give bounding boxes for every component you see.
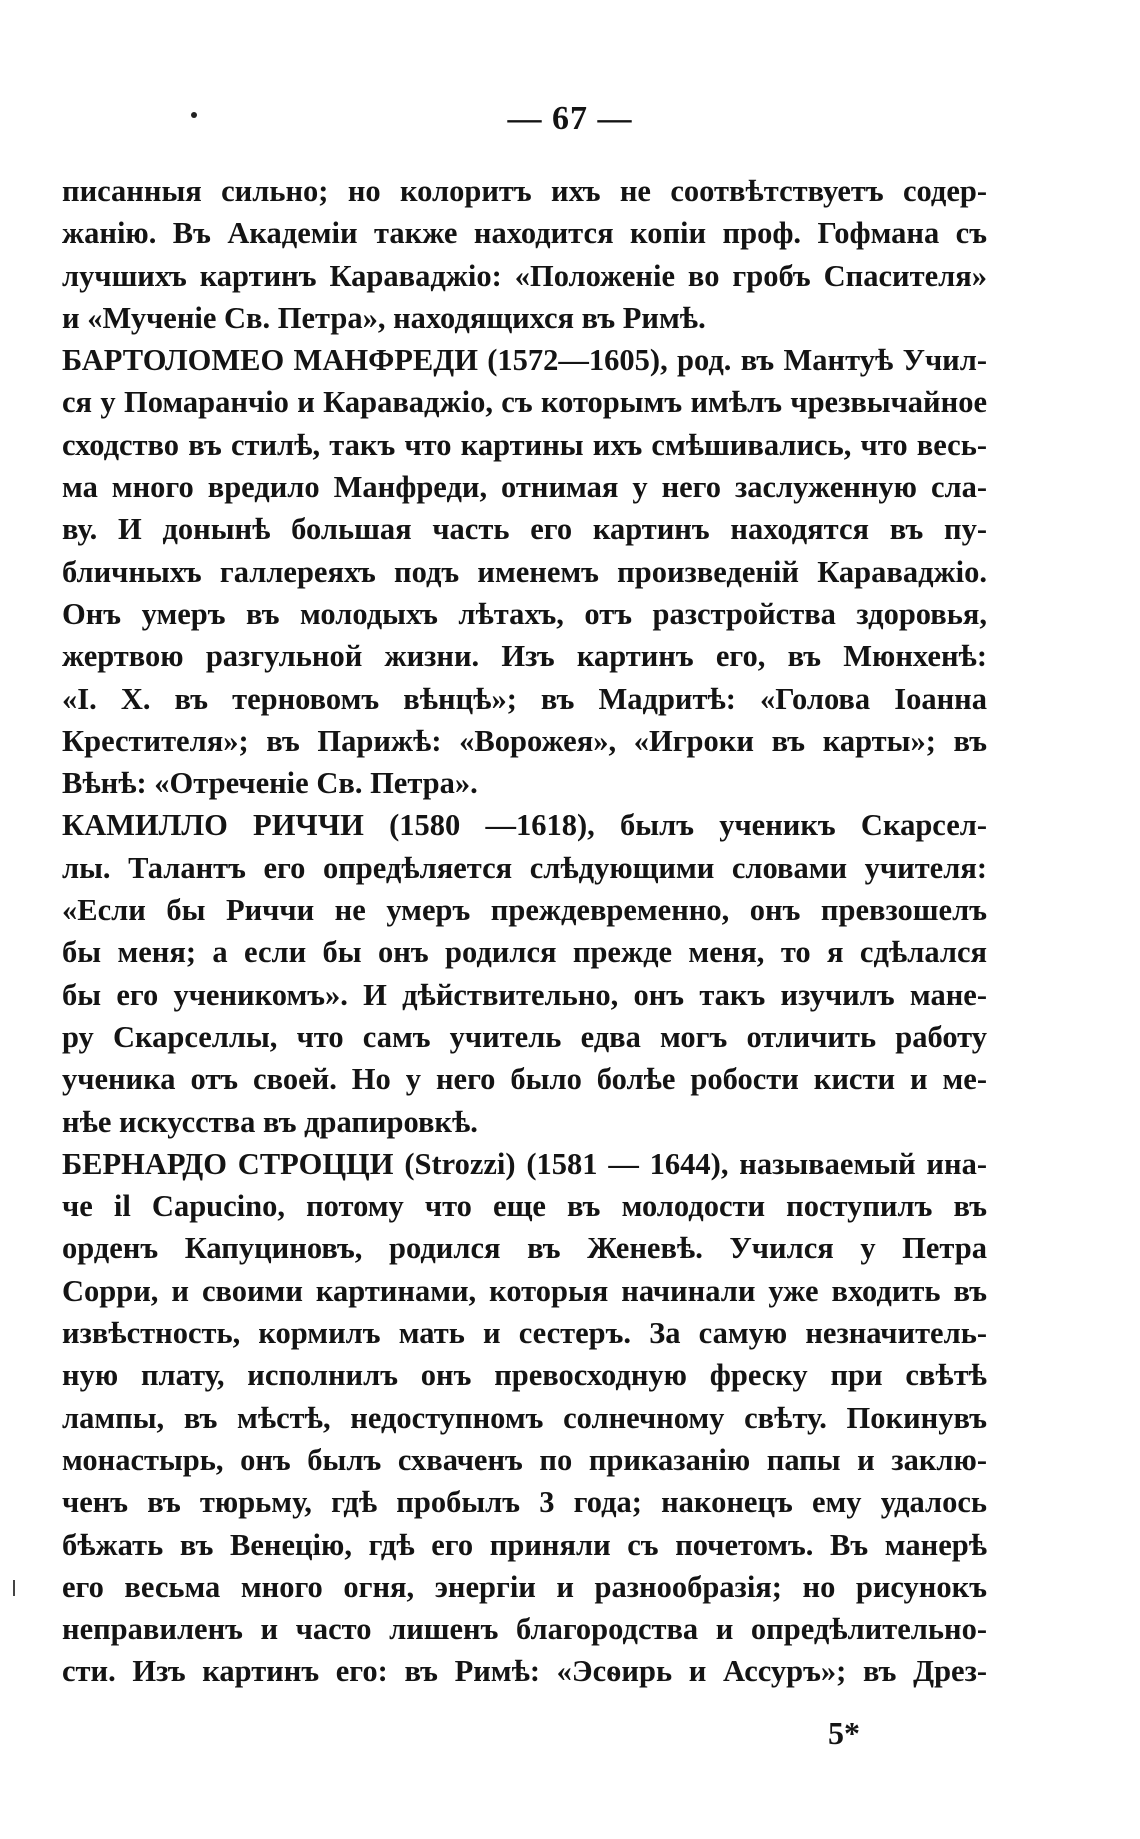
text-line: извѣстность, кормилъ мать и сестеръ. За самую незначитель-: [62, 1316, 987, 1351]
text-line: сходство въ стилѣ, такъ что картины ихъ смѣшивались, что весь-: [62, 427, 987, 462]
text-line: КАМИЛЛО РИЧЧИ (1580 —1618), былъ ученикъ Скарсел-: [62, 808, 987, 843]
text-line: орденъ Капуциновъ, родился въ Женевѣ. Учился у Петра: [62, 1231, 987, 1266]
text-line: и «Мученіе Св. Петра», находящихся въ Римѣ.: [62, 300, 706, 335]
text-line: нѣе искусства въ драпировкѣ.: [62, 1104, 478, 1139]
text-line: ву. И донынѣ большая часть его картинъ находятся въ пу-: [62, 512, 987, 547]
body-text: [62, 170, 987, 1693]
text-line: бы меня; а если бы онъ родился прежде меня, то я сдѣлался: [62, 935, 987, 970]
margin-mark: [13, 1580, 15, 1596]
text-line: Вѣнѣ: «Отреченіе Св. Петра».: [62, 766, 478, 801]
text-line: Сорри, и своими картинами, которыя начинали уже входить въ: [62, 1273, 987, 1308]
text-line: «Если бы Риччи не умеръ преждевременно, онъ превзошелъ: [62, 893, 987, 928]
text-line: писанныя сильно; но колоритъ ихъ не соотвѣтствуетъ содер-: [62, 174, 987, 208]
text-line: неправиленъ и часто лишенъ благородства и опредѣлительно-: [62, 1612, 987, 1647]
text-line: ченъ въ тюрьму, гдѣ пробылъ 3 года; наконецъ ему удалось: [62, 1485, 987, 1520]
text-line: лампы, въ мѣстѣ, недоступномъ солнечному свѣту. Покинувъ: [62, 1400, 987, 1435]
signature-mark: 5*: [828, 1715, 860, 1751]
text-line: жертвою разгульной жизни. Изъ картинъ его, въ Мюнхенѣ:: [62, 639, 987, 674]
text-line: лы. Талантъ его опредѣляется слѣдующими словами учителя:: [62, 850, 987, 885]
text-line: че il Capucino, потому что еще въ молодости поступилъ въ: [62, 1189, 987, 1224]
text-line: Крестителя»; въ Парижѣ: «Ворожея», «Игроки въ карты»; въ: [62, 723, 987, 758]
text-line: БЕРНАРДО СТРОЦЦИ (Strozzi) (1581 — 1644), называемый ина-: [62, 1146, 987, 1181]
text-line: ся у Помаранчіо и Караваджіо, съ которымъ имѣлъ чрезвычайное: [62, 385, 987, 420]
text-line: жанію. Въ Академіи также находится копіи проф. Гофмана съ: [62, 216, 987, 251]
text-line: ма много вредило Манфреди, отнимая у него заслуженную сла-: [62, 470, 987, 505]
text-line: его весьма много огня, энергіи и разнообразія; но рисунокъ: [62, 1569, 987, 1604]
text-line: бы его ученикомъ». И дѣйствительно, онъ такъ изучилъ мане-: [62, 977, 987, 1012]
page-number: — 67 —: [507, 100, 633, 137]
text-line: бличныхъ галлереяхъ подъ именемъ произведеній Караваджіо.: [62, 554, 987, 589]
text-line: ру Скарселлы, что самъ учитель едва могъ отличить работу: [62, 1019, 987, 1054]
text-line: монастырь, онъ былъ схваченъ по приказанію папы и заклю-: [62, 1442, 987, 1477]
text-line: лучшихъ картинъ Караваджіо: «Положеніе во гробъ Спасителя»: [62, 258, 987, 293]
text-line: ученика отъ своей. Но у него было болѣе робости кисти и ме-: [62, 1062, 987, 1097]
text-line: бѣжать въ Венецію, гдѣ его приняли съ почетомъ. Въ манерѣ: [62, 1527, 987, 1562]
text-line: ную плату, исполнилъ онъ превосходную фреску при свѣтѣ: [62, 1358, 987, 1393]
text-line: Онъ умеръ въ молодыхъ лѣтахъ, отъ разстройства здоровья,: [62, 596, 987, 631]
text-line: «І. Х. въ терновомъ вѣнцѣ»; въ Мадритѣ: «Голова Іоанна: [62, 681, 987, 716]
text-line: сти. Изъ картинъ его: въ Римѣ: «Эсѳирь и Ассуръ»; въ Дрез-: [62, 1654, 987, 1689]
text-line: БАРТОЛОМЕО МАНФРЕДИ (1572—1605), род. въ Мантуѣ Учил-: [62, 343, 987, 378]
